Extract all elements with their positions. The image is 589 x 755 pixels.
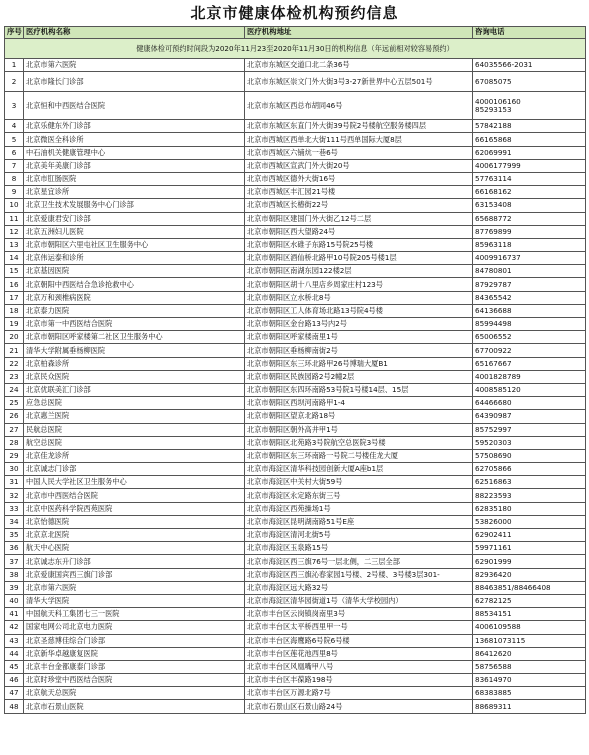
- clinic-address: 北京市丰台区风凰嘴甲八号: [245, 660, 473, 673]
- header-index: 序号: [5, 27, 24, 39]
- clinic-phone: 57508690: [473, 449, 586, 462]
- table-row: [5, 515, 586, 528]
- clinic-name: 北京民众医院: [24, 370, 245, 383]
- clinic-name: 中国人民大学社区卫生服务中心: [24, 476, 245, 489]
- table-row: [5, 199, 586, 212]
- clinic-address: 北京市丰台区万源北路7号: [245, 687, 473, 700]
- clinic-address: 北京市朝阳区西大望路24号: [245, 225, 473, 238]
- clinic-address: 北京市西城区宣武门外大街20号: [245, 159, 473, 172]
- row-index: 8: [5, 172, 24, 185]
- clinic-name: 北京卫生技术发展服务中心门诊部: [24, 199, 245, 212]
- table-row: [5, 186, 586, 199]
- clinic-address: 北京市朝阳区民族园路2号2幢2层: [245, 370, 473, 383]
- clinic-phone: 4000106160 85293153: [473, 92, 586, 120]
- clinic-address: 北京市海淀区永定路东街三号: [245, 489, 473, 502]
- clinic-name: 北京美年美康门诊部: [24, 159, 245, 172]
- clinic-name: 清华大学医院: [24, 594, 245, 607]
- clinic-name: 北京市第六医院: [24, 581, 245, 594]
- table-row: [5, 133, 586, 146]
- row-index: 20: [5, 331, 24, 344]
- row-index: 18: [5, 304, 24, 317]
- clinic-phone: 65167667: [473, 357, 586, 370]
- table-row: [5, 581, 586, 594]
- clinic-name: 北京佳龙诊所: [24, 449, 245, 462]
- clinic-name: 北京丰台金都康泰门诊部: [24, 660, 245, 673]
- table-row: [5, 436, 586, 449]
- table-row: [5, 489, 586, 502]
- row-index: 12: [5, 225, 24, 238]
- row-index: 13: [5, 238, 24, 251]
- clinic-name: 民航总医院: [24, 423, 245, 436]
- row-index: 30: [5, 463, 24, 476]
- clinic-address: 北京市西城区六铺炕一巷6号: [245, 146, 473, 159]
- clinic-address: 北京市朝阳区胡十八里店乡周家庄村123号: [245, 278, 473, 291]
- clinic-address: 北京市西城区德外大街16号: [245, 172, 473, 185]
- table-row: [5, 92, 586, 120]
- clinic-phone: 62069991: [473, 146, 586, 159]
- row-index: 3: [5, 92, 24, 120]
- row-index: 4: [5, 120, 24, 133]
- clinic-address: 北京市丰台区云岗镇岗南里3号: [245, 608, 473, 621]
- table-row: [5, 529, 586, 542]
- table-row: [5, 674, 586, 687]
- clinic-name: 北京中医药科学院西苑医院: [24, 502, 245, 515]
- row-index: 9: [5, 186, 24, 199]
- clinic-phone: 4001828789: [473, 370, 586, 383]
- clinic-phone: 62705866: [473, 463, 586, 476]
- clinic-name: 中石油机关健康管理中心: [24, 146, 245, 159]
- clinic-address: 北京市东城区交道口北二条36号: [245, 59, 473, 72]
- row-index: 27: [5, 423, 24, 436]
- row-index: 33: [5, 502, 24, 515]
- table-row: [5, 304, 586, 317]
- clinic-name: 北京市第一中西医结合医院: [24, 318, 245, 331]
- table-row: [5, 120, 586, 133]
- clinic-phone: 62516863: [473, 476, 586, 489]
- table-row: [5, 449, 586, 462]
- row-index: 47: [5, 687, 24, 700]
- clinic-address: 北京市石景山区石景山路24号: [245, 700, 473, 713]
- table-row: [5, 463, 586, 476]
- table-row: [5, 423, 586, 436]
- clinic-name: 北京市肛肠医院: [24, 172, 245, 185]
- table-row: [5, 410, 586, 423]
- row-index: 36: [5, 542, 24, 555]
- clinic-phone: 57763114: [473, 172, 586, 185]
- table-row: [5, 331, 586, 344]
- table-row: [5, 357, 586, 370]
- clinic-name: 北京优联美汇门诊部: [24, 383, 245, 396]
- table-row: [5, 397, 586, 410]
- clinic-address: 北京市朝阳区东三环南路一号院二号楼佳龙大厦: [245, 449, 473, 462]
- row-index: 7: [5, 159, 24, 172]
- clinic-name: 北京微医全科诊所: [24, 133, 245, 146]
- table-row: [5, 700, 586, 713]
- clinic-name: 北京星宜诊所: [24, 186, 245, 199]
- header-name: 医疗机构名称: [24, 27, 245, 39]
- clinic-name: 北京朝阳中西医结合急诊抢救中心: [24, 278, 245, 291]
- table-row: [5, 568, 586, 581]
- clinic-phone: 4008585120: [473, 383, 586, 396]
- row-index: 21: [5, 344, 24, 357]
- clinic-name: 北京市朝阳区呼家楼第二社区卫生服务中心: [24, 331, 245, 344]
- clinic-name: 北京诚志东升门诊部: [24, 555, 245, 568]
- clinic-address: 北京市海淀区中关村大街59号: [245, 476, 473, 489]
- row-index: 11: [5, 212, 24, 225]
- clinic-phone: 66165868: [473, 133, 586, 146]
- clinic-address: 北京市丰台区丰葆路198号: [245, 674, 473, 687]
- row-index: 46: [5, 674, 24, 687]
- clinic-address: 北京市朝阳区水碓子东路15号院25号楼: [245, 238, 473, 251]
- clinic-name: 北京万和颈椎病医院: [24, 291, 245, 304]
- clinic-phone: 4006177999: [473, 159, 586, 172]
- row-index: 38: [5, 568, 24, 581]
- clinic-address: 北京市西城区西单北大街111号西单国际大厦8层: [245, 133, 473, 146]
- table-row: [5, 660, 586, 673]
- row-index: 31: [5, 476, 24, 489]
- table-row: [5, 318, 586, 331]
- clinic-address: 北京市海淀区清华科技园创新大厦A座b1层: [245, 463, 473, 476]
- clinic-phone: 82936420: [473, 568, 586, 581]
- clinic-name: 北京泰力医院: [24, 304, 245, 317]
- clinic-address: 北京市朝阳区垂杨柳南街2号: [245, 344, 473, 357]
- document-title: 北京市健康体检机构预约信息: [190, 4, 399, 22]
- clinic-phone: 87769899: [473, 225, 586, 238]
- row-index: 22: [5, 357, 24, 370]
- clinic-phone: 85963118: [473, 238, 586, 251]
- clinic-phone: 64466680: [473, 397, 586, 410]
- table-row: [5, 146, 586, 159]
- clinic-address: 北京市海淀区西三旗76号一层北侧，二三层全部: [245, 555, 473, 568]
- clinic-address: 北京市朝阳区望京北路18号: [245, 410, 473, 423]
- clinic-address: 北京市西城区丰汇园21号楼: [245, 186, 473, 199]
- clinic-phone: 65006552: [473, 331, 586, 344]
- clinic-name: 北京市朝阳区六里屯社区卫生服务中心: [24, 238, 245, 251]
- table-row: [5, 383, 586, 396]
- clinic-address: 北京市丰台区海鹰路6号院6号楼: [245, 634, 473, 647]
- row-index: 14: [5, 252, 24, 265]
- clinic-address: 北京市丰台区莲花池西里8号: [245, 647, 473, 660]
- clinic-phone: 62782125: [473, 594, 586, 607]
- row-index: 42: [5, 621, 24, 634]
- clinic-address: 北京市朝阳区建国门外大街乙12号二层: [245, 212, 473, 225]
- clinic-phone: 88534151: [473, 608, 586, 621]
- clinic-phone: 67085075: [473, 72, 586, 92]
- table-row: [5, 72, 586, 92]
- clinic-phone: 85752997: [473, 423, 586, 436]
- clinic-phone: 57842188: [473, 120, 586, 133]
- clinic-address: 北京市朝阳区金台路13号内2号: [245, 318, 473, 331]
- clinic-phone: 64035566-2031: [473, 59, 586, 72]
- row-index: 41: [5, 608, 24, 621]
- table-row: [5, 542, 586, 555]
- table-row: [5, 159, 586, 172]
- clinic-address: 北京市朝阳区北苑路3号院航空总医院3号楼: [245, 436, 473, 449]
- clinic-name: 国家电网公司北京电力医院: [24, 621, 245, 634]
- clinic-phone: 13681073115: [473, 634, 586, 647]
- clinic-address: 北京市朝阳区呼家楼南里1号: [245, 331, 473, 344]
- clinic-address: 北京市海淀区西苑操场1号: [245, 502, 473, 515]
- row-index: 16: [5, 278, 24, 291]
- clinic-name: 航天中心医院: [24, 542, 245, 555]
- table-row: [5, 594, 586, 607]
- clinic-phone: 65688772: [473, 212, 586, 225]
- clinic-name: 北京爱康君安门诊部: [24, 212, 245, 225]
- clinic-phone: 66168162: [473, 186, 586, 199]
- clinic-name: 北京新华卓越康复医院: [24, 647, 245, 660]
- clinic-phone: 4009916737: [473, 252, 586, 265]
- row-index: 23: [5, 370, 24, 383]
- clinic-name: 清华大学附属垂杨柳医院: [24, 344, 245, 357]
- row-index: 44: [5, 647, 24, 660]
- clinic-address: 北京市朝阳区工人体育场北路13号院4号楼: [245, 304, 473, 317]
- row-index: 5: [5, 133, 24, 146]
- table-row: [5, 344, 586, 357]
- clinic-name: 北京怡德医院: [24, 515, 245, 528]
- clinic-name: 北京恒和中西医结合医院: [24, 92, 245, 120]
- clinic-name: 北京航天总医院: [24, 687, 245, 700]
- row-index: 19: [5, 318, 24, 331]
- table-row: [5, 172, 586, 185]
- clinic-address: 北京市朝阳区东四环南路53号院1号楼14层、15层: [245, 383, 473, 396]
- table-row: [5, 212, 586, 225]
- table-row: [5, 291, 586, 304]
- row-index: 48: [5, 700, 24, 713]
- clinic-phone: 58756588: [473, 660, 586, 673]
- clinic-phone: 88223593: [473, 489, 586, 502]
- clinic-phone: 85994498: [473, 318, 586, 331]
- row-index: 39: [5, 581, 24, 594]
- clinic-address: 北京市朝阳区南湖东园122楼2层: [245, 265, 473, 278]
- clinic-phone: 84780801: [473, 265, 586, 278]
- table-row: [5, 476, 586, 489]
- table-row: [5, 621, 586, 634]
- row-index: 37: [5, 555, 24, 568]
- table-row: [5, 59, 586, 72]
- clinic-name: 中国航天科工集团七三一医院: [24, 608, 245, 621]
- clinic-address: 北京市海淀区西三旗沁春家园1号楼、2号楼、3号楼3层301-: [245, 568, 473, 581]
- clinic-phone: 4006109588: [473, 621, 586, 634]
- clinic-phone: 62835180: [473, 502, 586, 515]
- clinic-name: 应急总医院: [24, 397, 245, 410]
- clinic-phone: 88463851/88466408: [473, 581, 586, 594]
- table-row: [5, 608, 586, 621]
- clinic-address: 北京市朝阳区东三环北路甲26号博瑞大厦B1: [245, 357, 473, 370]
- row-index: 45: [5, 660, 24, 673]
- table-row: [5, 687, 586, 700]
- table-header-row: [5, 27, 586, 39]
- clinic-address: 北京市朝阳区酒仙桥北路甲10号院205号楼1层: [245, 252, 473, 265]
- clinic-name: 北京惠兰医院: [24, 410, 245, 423]
- row-index: 1: [5, 59, 24, 72]
- table-row: [5, 555, 586, 568]
- clinic-phone: 59520303: [473, 436, 586, 449]
- booking-note: 健康体检可预约时间段为2020年11月23至2020年11月30日的机构信息（年远前相对较容易预约）: [5, 39, 586, 59]
- clinic-name: 北京京北医院: [24, 529, 245, 542]
- clinic-address: 北京市海淀区远大路32号: [245, 581, 473, 594]
- clinic-name: 北京时珍堂中西医结合医院: [24, 674, 245, 687]
- row-index: 40: [5, 594, 24, 607]
- clinic-phone: 53826000: [473, 515, 586, 528]
- clinic-name: 北京柏森诊所: [24, 357, 245, 370]
- booking-note-row: [5, 39, 586, 59]
- clinic-name: 北京市隆长门诊部: [24, 72, 245, 92]
- table-row: [5, 278, 586, 291]
- clinic-name: 北京圣慈博佳综合门诊部: [24, 634, 245, 647]
- row-index: 34: [5, 515, 24, 528]
- table-row: [5, 502, 586, 515]
- clinic-phone: 63153408: [473, 199, 586, 212]
- clinic-address: 北京市东城区西总布胡同46号: [245, 92, 473, 120]
- row-index: 43: [5, 634, 24, 647]
- row-index: 32: [5, 489, 24, 502]
- clinic-name: 北京市石景山医院: [24, 700, 245, 713]
- clinic-address: 北京市朝阳区朝外高井甲1号: [245, 423, 473, 436]
- table-row: [5, 265, 586, 278]
- clinic-phone: 62902411: [473, 529, 586, 542]
- row-index: 15: [5, 265, 24, 278]
- clinic-name: 北京五洲妇儿医院: [24, 225, 245, 238]
- clinic-address: 北京市丰台区太平桥西里甲一号: [245, 621, 473, 634]
- clinic-name: 北京伟运泰和诊所: [24, 252, 245, 265]
- clinic-name: 北京乐健东外门诊部: [24, 120, 245, 133]
- table-row: [5, 647, 586, 660]
- clinic-phone: 64390987: [473, 410, 586, 423]
- clinic-address: 北京市海淀区清河北街5号: [245, 529, 473, 542]
- header-phone: 咨询电话: [473, 27, 586, 39]
- clinic-phone: 88689311: [473, 700, 586, 713]
- clinic-address: 北京市东城区东直门外大街39号院2号楼航空服务楼四层: [245, 120, 473, 133]
- clinic-name: 北京基因医院: [24, 265, 245, 278]
- table-row: [5, 370, 586, 383]
- row-index: 35: [5, 529, 24, 542]
- row-index: 17: [5, 291, 24, 304]
- clinic-phone: 83614970: [473, 674, 586, 687]
- table-row: [5, 225, 586, 238]
- clinic-phone: 67700922: [473, 344, 586, 357]
- row-index: 29: [5, 449, 24, 462]
- clinic-address: 北京市朝阳区西坝河南路甲1-4: [245, 397, 473, 410]
- row-index: 6: [5, 146, 24, 159]
- table-row: [5, 634, 586, 647]
- row-index: 24: [5, 383, 24, 396]
- clinic-name: 北京市第六医院: [24, 59, 245, 72]
- clinic-phone: 86412620: [473, 647, 586, 660]
- clinic-address: 北京市东城区崇文门外大街3号3-27新世界中心五层501号: [245, 72, 473, 92]
- row-index: 26: [5, 410, 24, 423]
- header-address: 医疗机构地址: [245, 27, 473, 39]
- table-row: [5, 238, 586, 251]
- clinic-name: 北京爱康国宾西三旗门诊部: [24, 568, 245, 581]
- clinic-address: 北京市朝阳区立水桥北8号: [245, 291, 473, 304]
- clinic-address: 北京市西城区长椿街22号: [245, 199, 473, 212]
- clinic-name: 航空总医院: [24, 436, 245, 449]
- clinic-address: 北京市海淀区昆明湖南路51号E座: [245, 515, 473, 528]
- row-index: 25: [5, 397, 24, 410]
- clinic-phone: 64136688: [473, 304, 586, 317]
- table-row: [5, 252, 586, 265]
- clinic-phone: 87929787: [473, 278, 586, 291]
- row-index: 28: [5, 436, 24, 449]
- clinic-name: 北京市中西医结合医院: [24, 489, 245, 502]
- row-index: 10: [5, 199, 24, 212]
- clinic-phone: 84365542: [473, 291, 586, 304]
- row-index: 2: [5, 72, 24, 92]
- clinic-address: 北京市海淀区玉泉路15号: [245, 542, 473, 555]
- clinic-phone: 62901999: [473, 555, 586, 568]
- clinic-table: [4, 26, 586, 714]
- clinic-address: 北京市海淀区清华园街道1号（清华大学校园内）: [245, 594, 473, 607]
- clinic-phone: 68383885: [473, 687, 586, 700]
- clinic-name: 北京诚志门诊部: [24, 463, 245, 476]
- clinic-phone: 59971161: [473, 542, 586, 555]
